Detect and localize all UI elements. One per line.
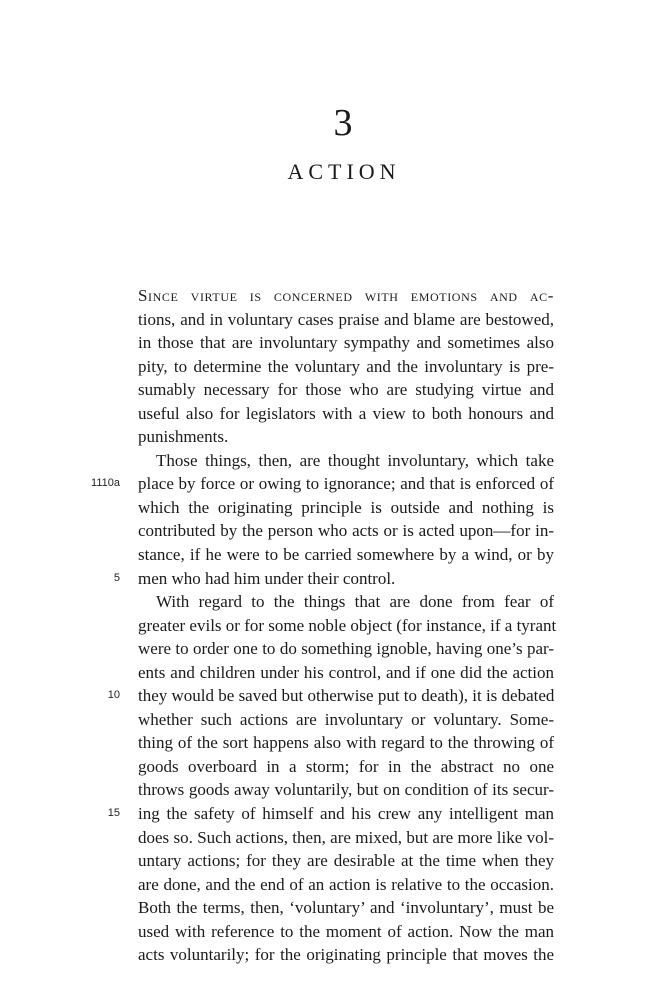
text-line: contributed by the person who acts or is acted upon—for in- xyxy=(138,521,554,541)
text-line: stance, if he were to be carried somewhere by a wind, or by xyxy=(138,545,554,565)
chapter-number: 3 xyxy=(333,102,353,144)
text-line: Since virtue is concerned with emotions and ac- xyxy=(138,286,554,305)
text-line: Both the terms, then, ‘voluntary’ and ‘involuntary’, must be xyxy=(138,898,554,918)
text-line: goods overboard in a storm; for in the abstract no one xyxy=(138,756,554,776)
text-line: untary actions; for they are desirable at the time when they xyxy=(138,851,554,871)
text-line: place by force or owing to ignorance; and that is enforced of xyxy=(138,474,554,494)
text-line: acts voluntarily; for the originating principle that moves the xyxy=(138,945,554,965)
text-line: thing of the sort happens also with regard to the throwing of xyxy=(138,733,554,753)
text-line: throws goods away voluntarily, but on condition of its secur- xyxy=(138,780,554,800)
text-line: men who had him under their control. xyxy=(138,568,396,588)
text-line: used with reference to the moment of action. Now the man xyxy=(138,921,554,941)
text-line: greater evils or for some noble object (for instance, if a tyrant xyxy=(138,615,557,635)
body-text xyxy=(138,284,557,967)
text-line: punishments. xyxy=(138,427,229,447)
margin-number-1110a: 1110a xyxy=(91,477,120,490)
text-line: were to order one to do something ignoble, having one’s par- xyxy=(138,639,554,659)
text-line: ents and children under his control, and if one did the action xyxy=(138,662,554,682)
text-line: With regard to the things that are done from fear of xyxy=(156,592,554,612)
text-line: in those that are involuntary sympathy and sometimes also xyxy=(138,333,554,353)
margin-number-15: 15 xyxy=(107,807,120,820)
text-line: tions, and in voluntary cases praise and blame are bestowed, xyxy=(138,309,554,329)
text-line: useful also for legislators with a view to both honours and xyxy=(138,403,554,423)
text-line: whether such actions are involuntary or voluntary. Some- xyxy=(138,709,554,729)
text-line: Those things, then, are thought involuntary, which take xyxy=(156,450,554,470)
margin-number-5: 5 xyxy=(113,571,120,584)
text-line: pity, to determine the voluntary and the involuntary is pre- xyxy=(138,356,554,376)
text-line: sumably necessary for those who are studying virtue and xyxy=(138,380,554,400)
margin-number-10: 10 xyxy=(107,689,120,702)
chapter-title: ACTION xyxy=(287,159,401,184)
text-line: they would be saved but otherwise put to death), it is debated xyxy=(138,686,555,706)
text-line: which the originating principle is outside and nothing is xyxy=(138,497,554,517)
text-line: does so. Such actions, then, are mixed, but are more like vol- xyxy=(138,827,554,847)
text-line: ing the safety of himself and his crew any intelligent man xyxy=(138,804,554,824)
text-line: are done, and the end of an action is relative to the occasion. xyxy=(138,874,554,894)
